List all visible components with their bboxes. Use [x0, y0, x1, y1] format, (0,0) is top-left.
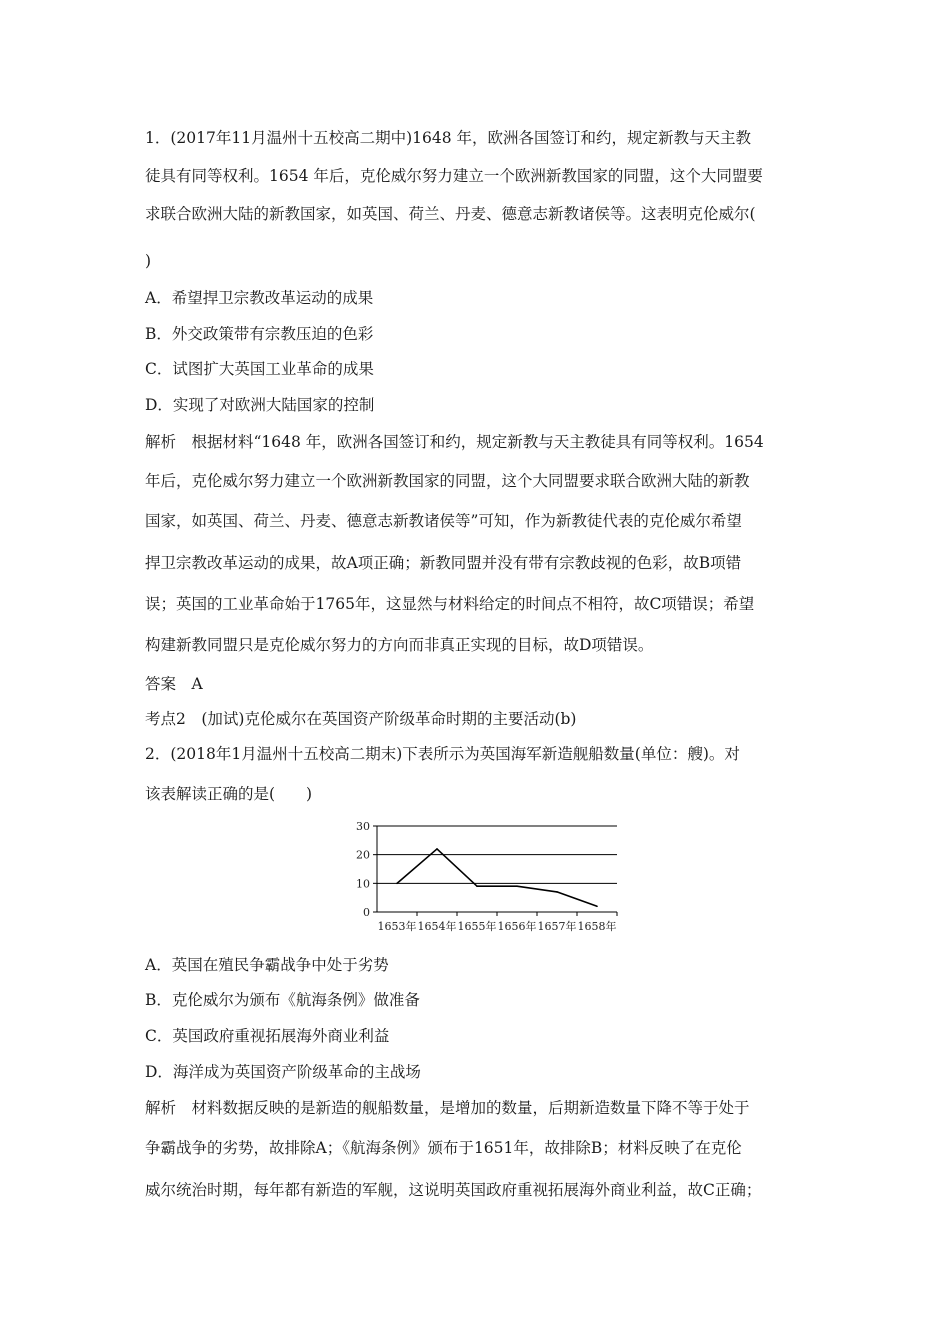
q1-option-b: B．外交政策带有宗教压迫的色彩 [145, 325, 374, 343]
q2-option-a: A．英国在殖民争霸战争中处于劣势 [145, 956, 389, 974]
y-tick-label: 10 [356, 877, 370, 891]
q1-analysis-line: 解析 根据材料“1648 年，欧洲各国签订和约，规定新教与天主教徒具有同等权利。1654 [145, 433, 764, 451]
x-tick-label: 1658年 [577, 920, 617, 933]
q2-analysis-line: 解析 材料数据反映的是新造的舰船数量，是增加的数量，后期新造数量下降不等于处于 [145, 1099, 750, 1117]
x-tick-label: 1656年 [497, 920, 537, 933]
series-line [397, 849, 597, 906]
data-point [476, 885, 478, 887]
y-tick-label: 30 [356, 820, 370, 833]
data-point [596, 905, 598, 907]
q1-option-d: D．实现了对欧洲大陆国家的控制 [145, 396, 375, 414]
q1-stem-line: 求联合欧洲大陆的新教国家，如英国、荷兰、丹麦、德意志新教诸侯等。这表明克伦威尔( [145, 205, 756, 223]
x-tick-label: 1654年 [417, 920, 457, 933]
q2-stem-line: 2．(2018年1月温州十五校高二期末)下表所示为英国海军新造舰船数量(单位：艘)。对 [145, 745, 740, 763]
x-tick-label: 1655年 [457, 920, 497, 933]
q1-option-a: A．希望捍卫宗教改革运动的成果 [145, 289, 374, 307]
ship-count-line-chart [320, 812, 630, 942]
section-heading: 考点2 (加试)克伦威尔在英国资产阶级革命时期的主要活动(b) [145, 710, 577, 728]
q1-stem-line: 徒具有同等权利。1654 年后，克伦威尔努力建立一个欧洲新教国家的同盟，这个大同盟要 [145, 167, 763, 185]
q1-option-c: C．试图扩大英国工业革命的成果 [145, 360, 374, 378]
q1-analysis-line: 误；英国的工业革命始于1765年，这显然与材料给定的时间点不相符，故C项错误；希望 [145, 595, 755, 613]
q2-analysis-line: 威尔统治时期，每年都有新造的军舰，这说明英国政府重视拓展海外商业利益，故C正确； [145, 1181, 762, 1199]
data-point [556, 891, 558, 893]
q1-analysis-line: 年后，克伦威尔努力建立一个欧洲新教国家的同盟，这个大同盟要求联合欧洲大陆的新教 [145, 472, 750, 490]
y-tick-label: 0 [363, 906, 370, 919]
q1-stem-line: 1．(2017年11月温州十五校高二期中)1648 年，欧洲各国签订和约，规定新教与天主教 [145, 129, 752, 147]
y-tick-label: 20 [356, 848, 370, 862]
x-tick-label: 1653年 [377, 920, 417, 933]
q2-option-c: C．英国政府重视拓展海外商业利益 [145, 1027, 390, 1045]
q1-analysis-line: 国家，如英国、荷兰、丹麦、德意志新教诸侯等”可知，作为新教徒代表的克伦威尔希望 [145, 512, 742, 530]
q2-analysis-line: 争霸战争的劣势，故排除A；《航海条例》颁布于1651年，故排除B；材料反映了在克伦 [145, 1139, 742, 1157]
data-point [516, 885, 518, 887]
q2-stem-line: 该表解读正确的是( ) [145, 785, 313, 803]
q2-option-d: D．海洋成为英国资产阶级革命的主战场 [145, 1063, 421, 1081]
q1-analysis-line: 构建新教同盟只是克伦威尔努力的方向而非真正实现的目标，故D项错误。 [145, 636, 654, 654]
q1-stem-line: ) [145, 252, 152, 270]
q1-analysis-line: 捍卫宗教改革运动的成果，故A项正确；新教同盟并没有带有宗教歧视的色彩，故B项错 [145, 554, 742, 572]
x-tick-label: 1657年 [537, 920, 577, 933]
data-point [436, 848, 438, 850]
data-point [396, 883, 398, 885]
q2-option-b: B．克伦威尔为颁布《航海条例》做准备 [145, 991, 420, 1009]
q1-answer: 答案 A [145, 675, 203, 693]
